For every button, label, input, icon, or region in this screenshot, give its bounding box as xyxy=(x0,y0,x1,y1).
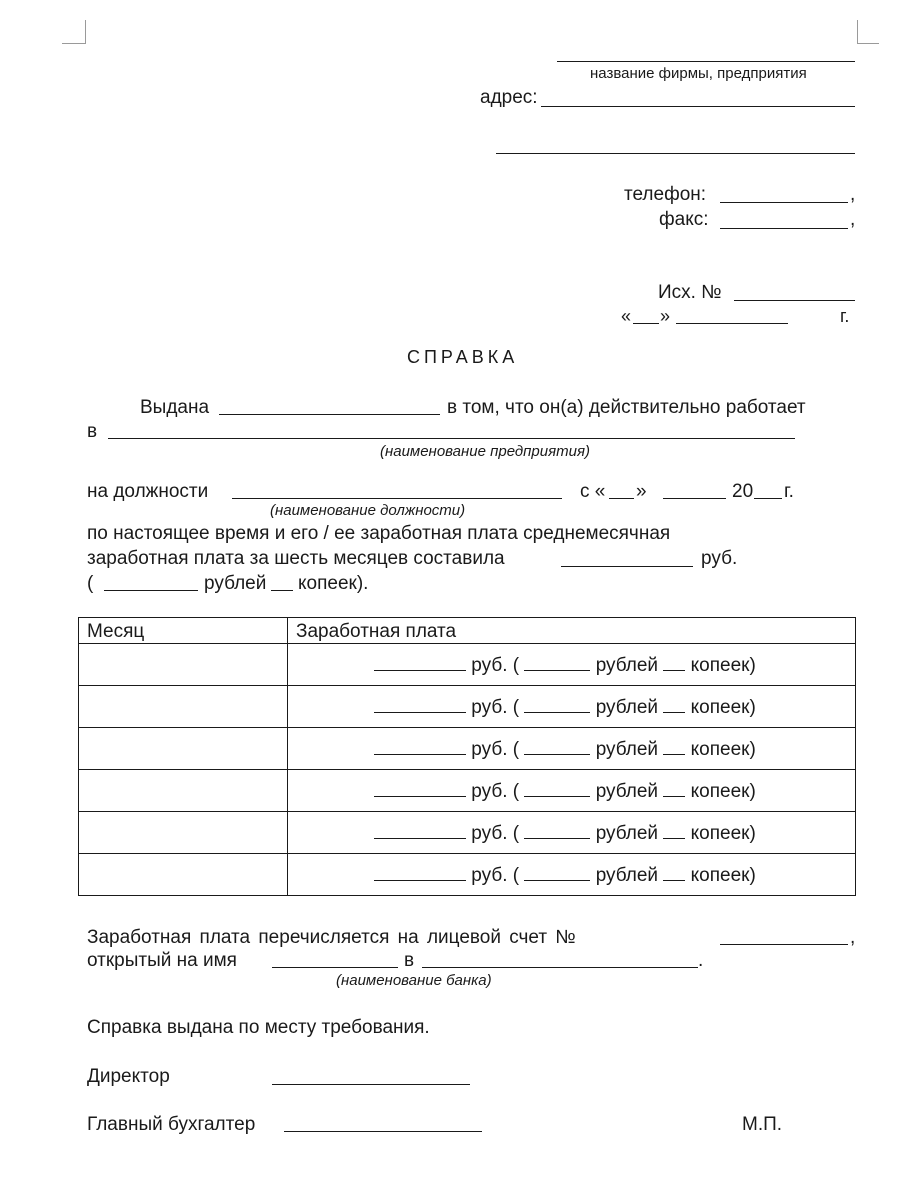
rub-blank[interactable] xyxy=(374,863,466,881)
table-row xyxy=(79,812,856,854)
table-row xyxy=(79,854,856,896)
average-salary-line[interactable] xyxy=(561,566,693,567)
amount-cell[interactable] xyxy=(288,644,856,686)
rubles-words-blank[interactable] xyxy=(524,653,590,671)
salary-table xyxy=(78,617,856,896)
stamp-place-label: М.П. xyxy=(742,1114,783,1135)
crop-mark-top-left xyxy=(85,20,86,44)
rubles-words-blank[interactable] xyxy=(524,821,590,839)
salary-column-header: Заработная плата xyxy=(288,618,856,644)
salary-words-open: ( xyxy=(87,573,94,594)
since-day-line[interactable] xyxy=(609,498,634,499)
rub-blank[interactable] xyxy=(374,737,466,755)
table-header-row xyxy=(79,618,856,644)
month-cell[interactable] xyxy=(79,728,288,770)
kopecks-label: копеек) xyxy=(690,696,756,718)
amount-cell[interactable] xyxy=(288,770,856,812)
firm-name-line[interactable] xyxy=(557,61,855,62)
phone-line[interactable] xyxy=(720,202,848,203)
kopecks-label: копеек) xyxy=(690,654,756,676)
kopecks-blank[interactable] xyxy=(663,863,685,881)
since-year-line[interactable] xyxy=(754,498,782,499)
amount-cell[interactable] xyxy=(288,728,856,770)
rub-label: руб. ( xyxy=(471,780,520,802)
rub-blank[interactable] xyxy=(374,695,466,713)
amount-cell[interactable] xyxy=(288,854,856,896)
rubles-words-blank[interactable] xyxy=(524,779,590,797)
rubles-words-blank[interactable] xyxy=(524,695,590,713)
rub-label: руб. ( xyxy=(471,738,520,760)
rub-label: руб. ( xyxy=(471,696,520,718)
rubles-label: рублей xyxy=(595,864,659,886)
kopecks-label: копеек) xyxy=(690,822,756,844)
date-open-quote: « xyxy=(621,306,632,326)
rubles-label: рублей xyxy=(595,654,659,676)
month-cell[interactable] xyxy=(79,812,288,854)
rub-blank[interactable] xyxy=(374,821,466,839)
crop-mark-top-right-h xyxy=(857,43,879,44)
salary-kopecks-line[interactable] xyxy=(271,590,293,591)
month-cell[interactable] xyxy=(79,770,288,812)
address-line[interactable] xyxy=(541,106,855,107)
employee-name-line[interactable] xyxy=(219,414,440,415)
kopecks-blank[interactable] xyxy=(663,695,685,713)
since-label: с « xyxy=(580,481,606,502)
address-label: адрес: xyxy=(480,87,538,108)
director-signature-line[interactable] xyxy=(272,1084,470,1085)
in-word: в xyxy=(87,421,98,442)
phone-comma: , xyxy=(850,184,856,205)
kopecks-blank[interactable] xyxy=(663,779,685,797)
director-label: Директор xyxy=(87,1066,170,1087)
salary-text-line2: заработная плата за шесть месяцев составила xyxy=(87,548,505,569)
since-year-suffix: г. xyxy=(784,481,794,502)
kopecks-label: копеек) xyxy=(690,864,756,886)
kopecks-blank[interactable] xyxy=(663,737,685,755)
salary-rubles-label: рублей xyxy=(204,573,267,594)
bank-hint: (наименование банка) xyxy=(336,972,492,989)
rubles-label: рублей xyxy=(595,696,659,718)
transfer-text: Заработная плата перечисляется на лицевой счет № xyxy=(87,927,576,948)
bank-in-word: в xyxy=(404,950,415,971)
month-cell[interactable] xyxy=(79,644,288,686)
since-close-quote: » xyxy=(636,481,647,502)
works-at-text: в том, что он(а) действительно работает xyxy=(447,397,806,418)
organization-hint: (наименование предприятия) xyxy=(380,443,590,460)
table-row xyxy=(79,728,856,770)
account-holder-line[interactable] xyxy=(272,967,398,968)
salary-rubles-words-line[interactable] xyxy=(104,590,198,591)
position-hint: (наименование должности) xyxy=(270,502,466,519)
position-line[interactable] xyxy=(232,498,562,499)
date-year-suffix: г. xyxy=(840,306,850,326)
fax-comma: , xyxy=(850,209,856,230)
crop-mark-top-left-h xyxy=(62,43,86,44)
average-salary-currency: руб. xyxy=(701,548,738,569)
fax-label: факс: xyxy=(659,209,709,230)
page-title: СПРАВКА xyxy=(407,347,519,367)
rubles-label: рублей xyxy=(595,738,659,760)
bank-line-period: . xyxy=(698,950,704,971)
crop-mark-top-right xyxy=(857,20,858,44)
salary-kopecks-label: копеек). xyxy=(298,573,369,594)
month-cell[interactable] xyxy=(79,854,288,896)
amount-cell[interactable] xyxy=(288,686,856,728)
month-column-header: Месяц xyxy=(79,618,288,644)
chief-accountant-label: Главный бухгалтер xyxy=(87,1114,256,1135)
date-close-quote: » xyxy=(660,306,671,326)
since-month-line[interactable] xyxy=(663,498,726,499)
date-month-line[interactable] xyxy=(676,323,788,324)
fax-line[interactable] xyxy=(720,228,848,229)
position-label: на должности xyxy=(87,481,209,502)
kopecks-label: копеек) xyxy=(690,738,756,760)
rubles-label: рублей xyxy=(595,822,659,844)
table-row xyxy=(79,686,856,728)
address-line-2[interactable] xyxy=(496,153,855,154)
issued-for-text: Справка выдана по месту требования. xyxy=(87,1017,430,1038)
account-comma: , xyxy=(850,927,856,948)
month-cell[interactable] xyxy=(79,686,288,728)
firm-name-label: название фирмы, предприятия xyxy=(590,65,807,82)
rub-label: руб. ( xyxy=(471,654,520,676)
bank-name-line[interactable] xyxy=(422,967,698,968)
outgoing-number-label: Исх. № xyxy=(658,282,722,303)
rubles-label: рублей xyxy=(595,780,659,802)
issued-to-label: Выдана xyxy=(140,397,210,418)
rubles-words-blank[interactable] xyxy=(524,863,590,881)
chief-accountant-signature-line[interactable] xyxy=(284,1131,482,1132)
account-number-line[interactable] xyxy=(720,944,848,945)
rubles-words-blank[interactable] xyxy=(524,737,590,755)
rub-blank[interactable] xyxy=(374,779,466,797)
since-year-prefix: 20 xyxy=(732,481,754,502)
kopecks-blank[interactable] xyxy=(663,821,685,839)
amount-cell[interactable] xyxy=(288,812,856,854)
rub-blank[interactable] xyxy=(374,653,466,671)
date-day-line[interactable] xyxy=(633,323,659,324)
organization-line[interactable] xyxy=(108,438,795,439)
opened-to-label: открытый на имя xyxy=(87,950,237,971)
phone-label: телефон: xyxy=(624,184,707,205)
salary-text-line1: по настоящее время и его / ее заработная плата среднемесячная xyxy=(87,523,671,544)
kopecks-blank[interactable] xyxy=(663,653,685,671)
table-row xyxy=(79,770,856,812)
rub-label: руб. ( xyxy=(471,822,520,844)
kopecks-label: копеек) xyxy=(690,780,756,802)
table-row xyxy=(79,644,856,686)
outgoing-number-line[interactable] xyxy=(734,300,855,301)
rub-label: руб. ( xyxy=(471,864,520,886)
